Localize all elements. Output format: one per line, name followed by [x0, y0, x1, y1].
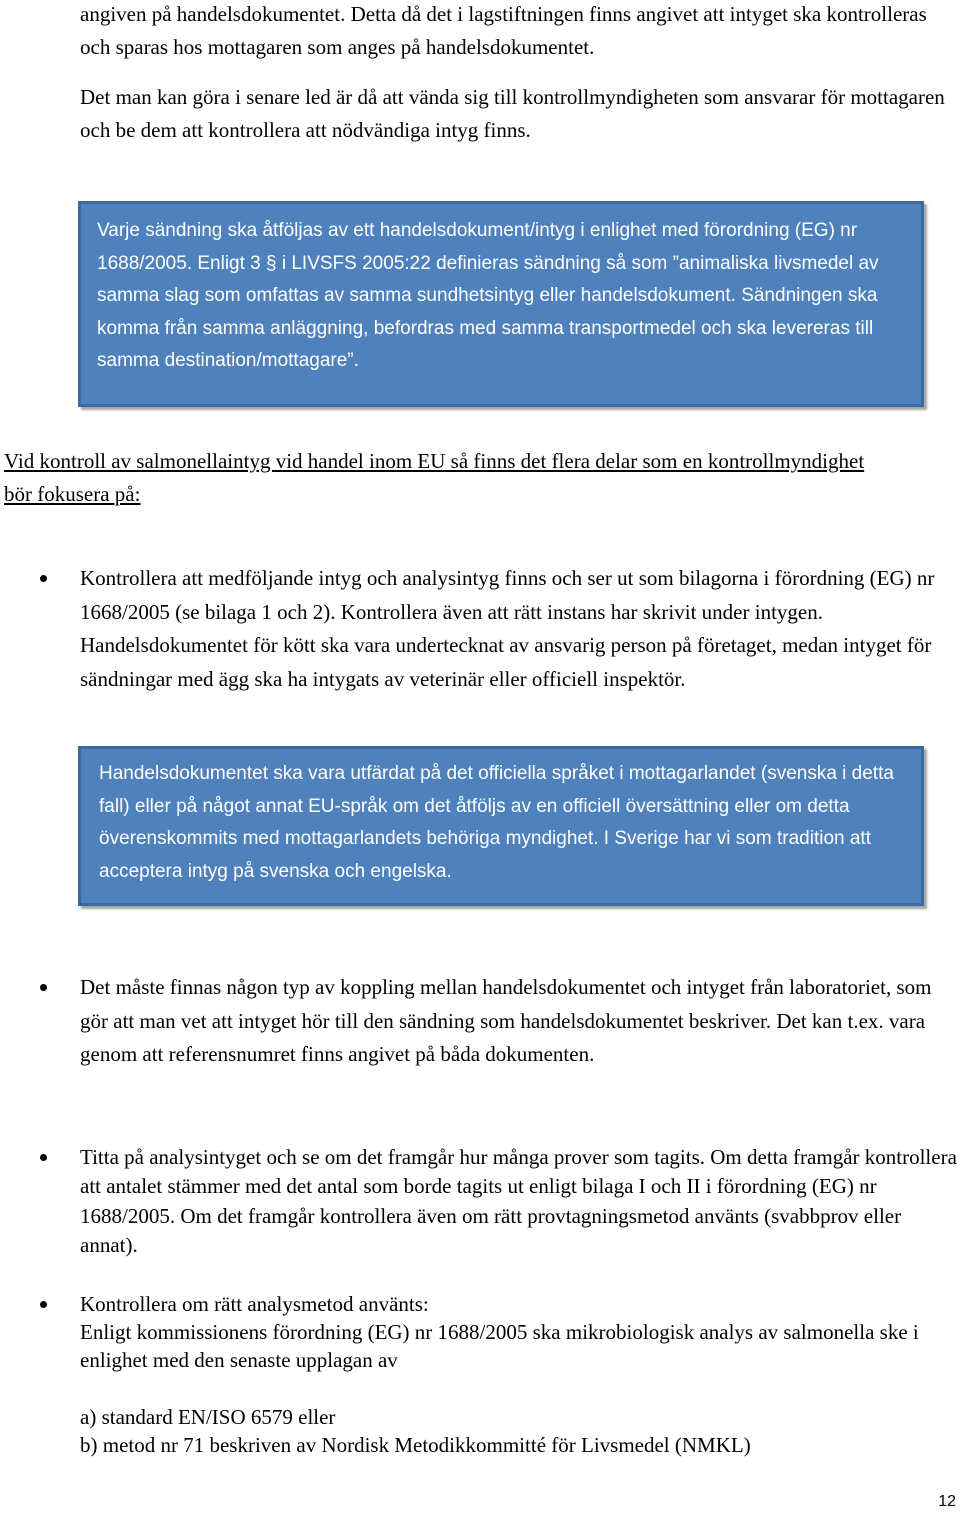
bullet-item-4 — [80, 1290, 960, 1459]
info-box-consignment — [78, 201, 924, 407]
bullet-dot-icon — [40, 1301, 47, 1308]
bullet-item-2 — [80, 971, 960, 1072]
bullet-item-4-heading: Kontrollera om rätt analysmetod använts: — [80, 1292, 429, 1316]
info-box-language — [78, 746, 924, 906]
bullet-dot-icon — [40, 575, 47, 582]
intro-text — [80, 0, 950, 147]
intro-paragraph-2: Det man kan göra i senare led är då att vända sig till kontrollmyndigheten som ansvarar för mottagaren och be dem att kontrollera att nödvändiga intyg finns. — [80, 85, 945, 142]
page-number: 12 — [938, 1493, 956, 1510]
method-option-a: a) standard EN/ISO 6579 eller — [80, 1405, 336, 1429]
info-box-consignment-text: Varje sändning ska åtföljas av ett handelsdokument/intyg i enlighet med förordning (EG) nr 1688/2005. Enligt 3 § i LIVSFS 2005:22 definieras sändning så som ”animaliska livsmedel av samma slag som omfattas av samma sundhetsintyg eller handelsdokument. Sändningen ska komma från samma anläggning, befordras med samma transportmedel och ska levereras till samma destination/mottagare”. — [97, 220, 879, 371]
bullet-item-1 — [80, 562, 960, 696]
bullet-item-1-text: Kontrollera att medföljande intyg och analysintyg finns och ser ut som bilagorna i förordning (EG) nr 1668/2005 (se bilaga 1 och 2). Kontrollera även att rätt instans har skrivit under intygen. Handelsdokumentet för kött ska vara undertecknat av ansvarig person på företaget, medan intyget för sändningar med ägg ska ha intygats av veterinär eller officiell inspektör. — [80, 566, 935, 691]
method-option-b: b) metod nr 71 beskriven av Nordisk Metodikkommitté för Livsmedel (NMKL) — [80, 1433, 751, 1457]
bullet-item-3 — [80, 1143, 960, 1260]
intro-paragraph-1: angiven på handelsdokumentet. Detta då det i lagstiftningen finns angivet att intyget ska kontrolleras och sparas hos mottagaren som anges på handelsdokumentet. — [80, 2, 927, 59]
section-heading: Vid kontroll av salmonellaintyg vid handel inom EU så finns det flera delar som en kontrollmyndighet bör fokusera på: — [4, 449, 865, 506]
bullet-dot-icon — [40, 984, 47, 991]
bullet-item-4-text: Enligt kommissionens förordning (EG) nr 1688/2005 ska mikrobiologisk analys av salmonella ske i enlighet med den senaste upplagan av — [80, 1320, 919, 1372]
bullet-dot-icon — [40, 1154, 47, 1161]
info-box-language-text: Handelsdokumentet ska vara utfärdat på det officiella språket i mottagarlandet (svenska i detta fall) eller på något annat EU-språk om det åtföljs av en officiell översättning eller om detta överenskommits med mottagarlandets behöriga myndighet. I Sverige har vi som tradition att acceptera intyg på svenska och engelska. — [99, 763, 894, 882]
bullet-item-2-text: Det måste finnas någon typ av koppling mellan handelsdokumentet och intyget från laboratoriet, som gör att man vet att intyget hör till den sändning som handelsdokumentet beskriver. Det kan t.ex. vara genom att referensnumret finns angivet på båda dokumenten. — [80, 975, 932, 1066]
bullet-item-3-text: Titta på analysintyget och se om det framgår hur många prover som tagits. Om detta framgår kontrollera att antalet stämmer med det antal som borde tagits ut enligt bilaga I och II i förordning (EG) nr 1688/2005. Om det framgår kontrollera även om rätt provtagningsmetod använts (svabbprov eller annat). — [80, 1145, 957, 1257]
